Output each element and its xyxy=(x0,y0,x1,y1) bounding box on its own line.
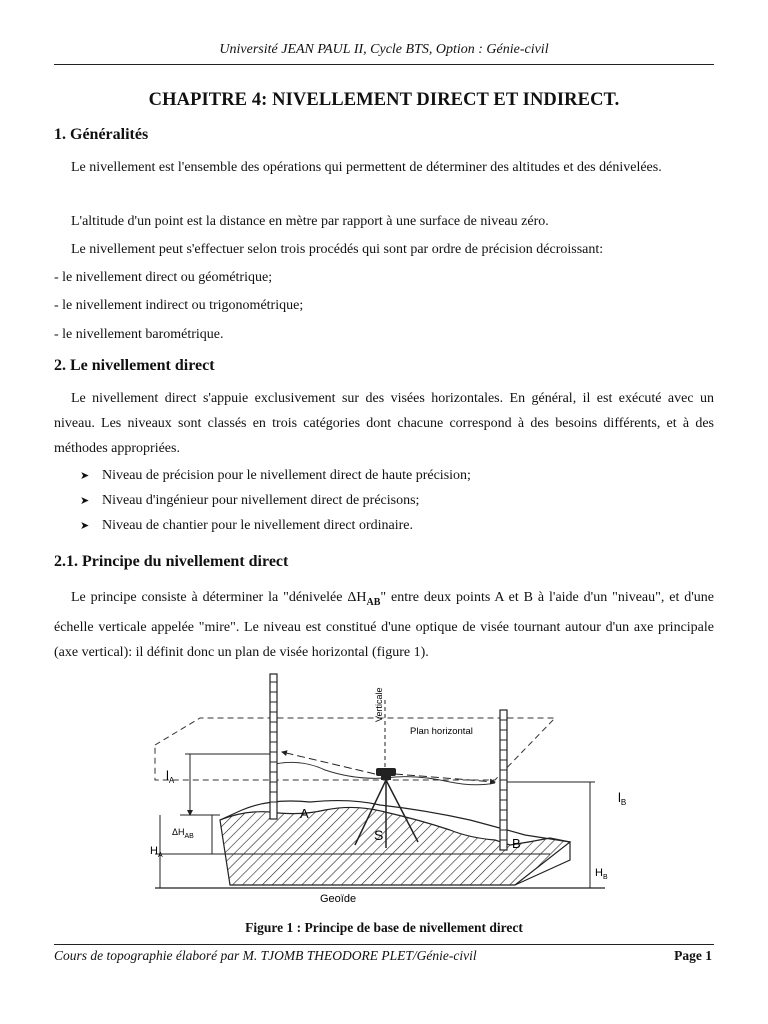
footer-rule xyxy=(54,944,714,945)
label-geoide: Geoïde xyxy=(320,893,357,905)
paragraph-definition: Le nivellement est l'ensemble des opérations qui permettent de déterminer des altitudes et des dénivelées. xyxy=(71,160,662,175)
header-rule xyxy=(54,64,714,65)
footer-course-credit: Cours de topographie élaboré par M. TJOMB THEODORE PLET/Génie-civil xyxy=(54,948,477,963)
label-lb: $l_B$ xyxy=(618,790,627,807)
arrow-bullet-icon: ➤ xyxy=(80,520,90,532)
arrow-bullet-icon: ➤ xyxy=(80,470,90,482)
section-heading-generalites: 1. Généralités xyxy=(54,126,149,143)
page-number: Page 1 xyxy=(674,948,712,963)
list-item: - le nivellement indirect ou trigonométrique; xyxy=(54,298,304,313)
bullet-item: ➤ Niveau d'ingénieur pour nivellement direct de précisons; xyxy=(80,493,420,508)
page-header: Université JEAN PAUL II, Cycle BTS, Option : Génie-civil xyxy=(219,42,549,57)
label-plan-horizontal: Plan horizontal xyxy=(410,726,473,737)
chapter-title: CHAPITRE 4: NIVELLEMENT DIRECT ET INDIRECT. xyxy=(148,90,620,110)
paragraph-nivellement-direct: Le nivellement direct s'appuie exclusivement sur des visées horizontales. En général, il est exécuté avec un niveau. Les niveaux sont classés en trois catégories dont chacune correspond à des besoins différents, et à des méthodes appropriées. xyxy=(54,391,714,456)
label-la: $l_A$ xyxy=(166,768,175,785)
section-heading-nivellement-direct: 2. Le nivellement direct xyxy=(54,357,215,374)
figure-caption: Figure 1 : Principe de base de nivellement direct xyxy=(245,920,523,935)
paragraph-principe: Le principe consiste à déterminer la "dénivelée $\Delta H_{AB}$" entre deux points A et B à l'aide d'un "niveau", et d'une échelle verticale appelée "mire". Le niveau est constitué d'une optique de visée tournant autour d'un axe principale (axe vertical): il définit donc un plan de visée horizontal (figure 1). xyxy=(54,590,715,660)
label-hb: $H_B$ xyxy=(595,867,608,881)
list-item: - le nivellement barométrique. xyxy=(54,327,224,342)
label-verticale: Verticale xyxy=(374,687,384,722)
mire-a xyxy=(270,674,277,819)
label-dh: $\Delta H_{AB}$ xyxy=(172,827,194,840)
list-item: - le nivellement direct ou géométrique; xyxy=(54,270,273,285)
label-station: S xyxy=(374,827,384,843)
arrow-bullet-icon: ➤ xyxy=(80,495,90,507)
niveau-instrument xyxy=(376,768,396,776)
paragraph-altitude: L'altitude d'un point est la distance en mètre par rapport à une surface de niveau zéro. xyxy=(71,214,549,229)
label-point-b: B xyxy=(512,836,521,851)
plan-horizontal xyxy=(155,718,555,780)
section-heading-principe: 2.1. Principe du nivellement direct xyxy=(54,553,289,570)
figure-nivellement-diagram xyxy=(150,670,630,915)
paragraph-procedes: Le nivellement peut s'effectuer selon trois procédés qui sont par ordre de précision décroissant: xyxy=(71,242,604,257)
bullet-item: ➤ Niveau de chantier pour le nivellement direct ordinaire. xyxy=(80,518,413,533)
label-ha: $H_A$ xyxy=(150,845,163,859)
label-point-a: A xyxy=(300,806,309,821)
bullet-item: ➤ Niveau de précision pour le nivellement direct de haute précision; xyxy=(80,468,471,483)
